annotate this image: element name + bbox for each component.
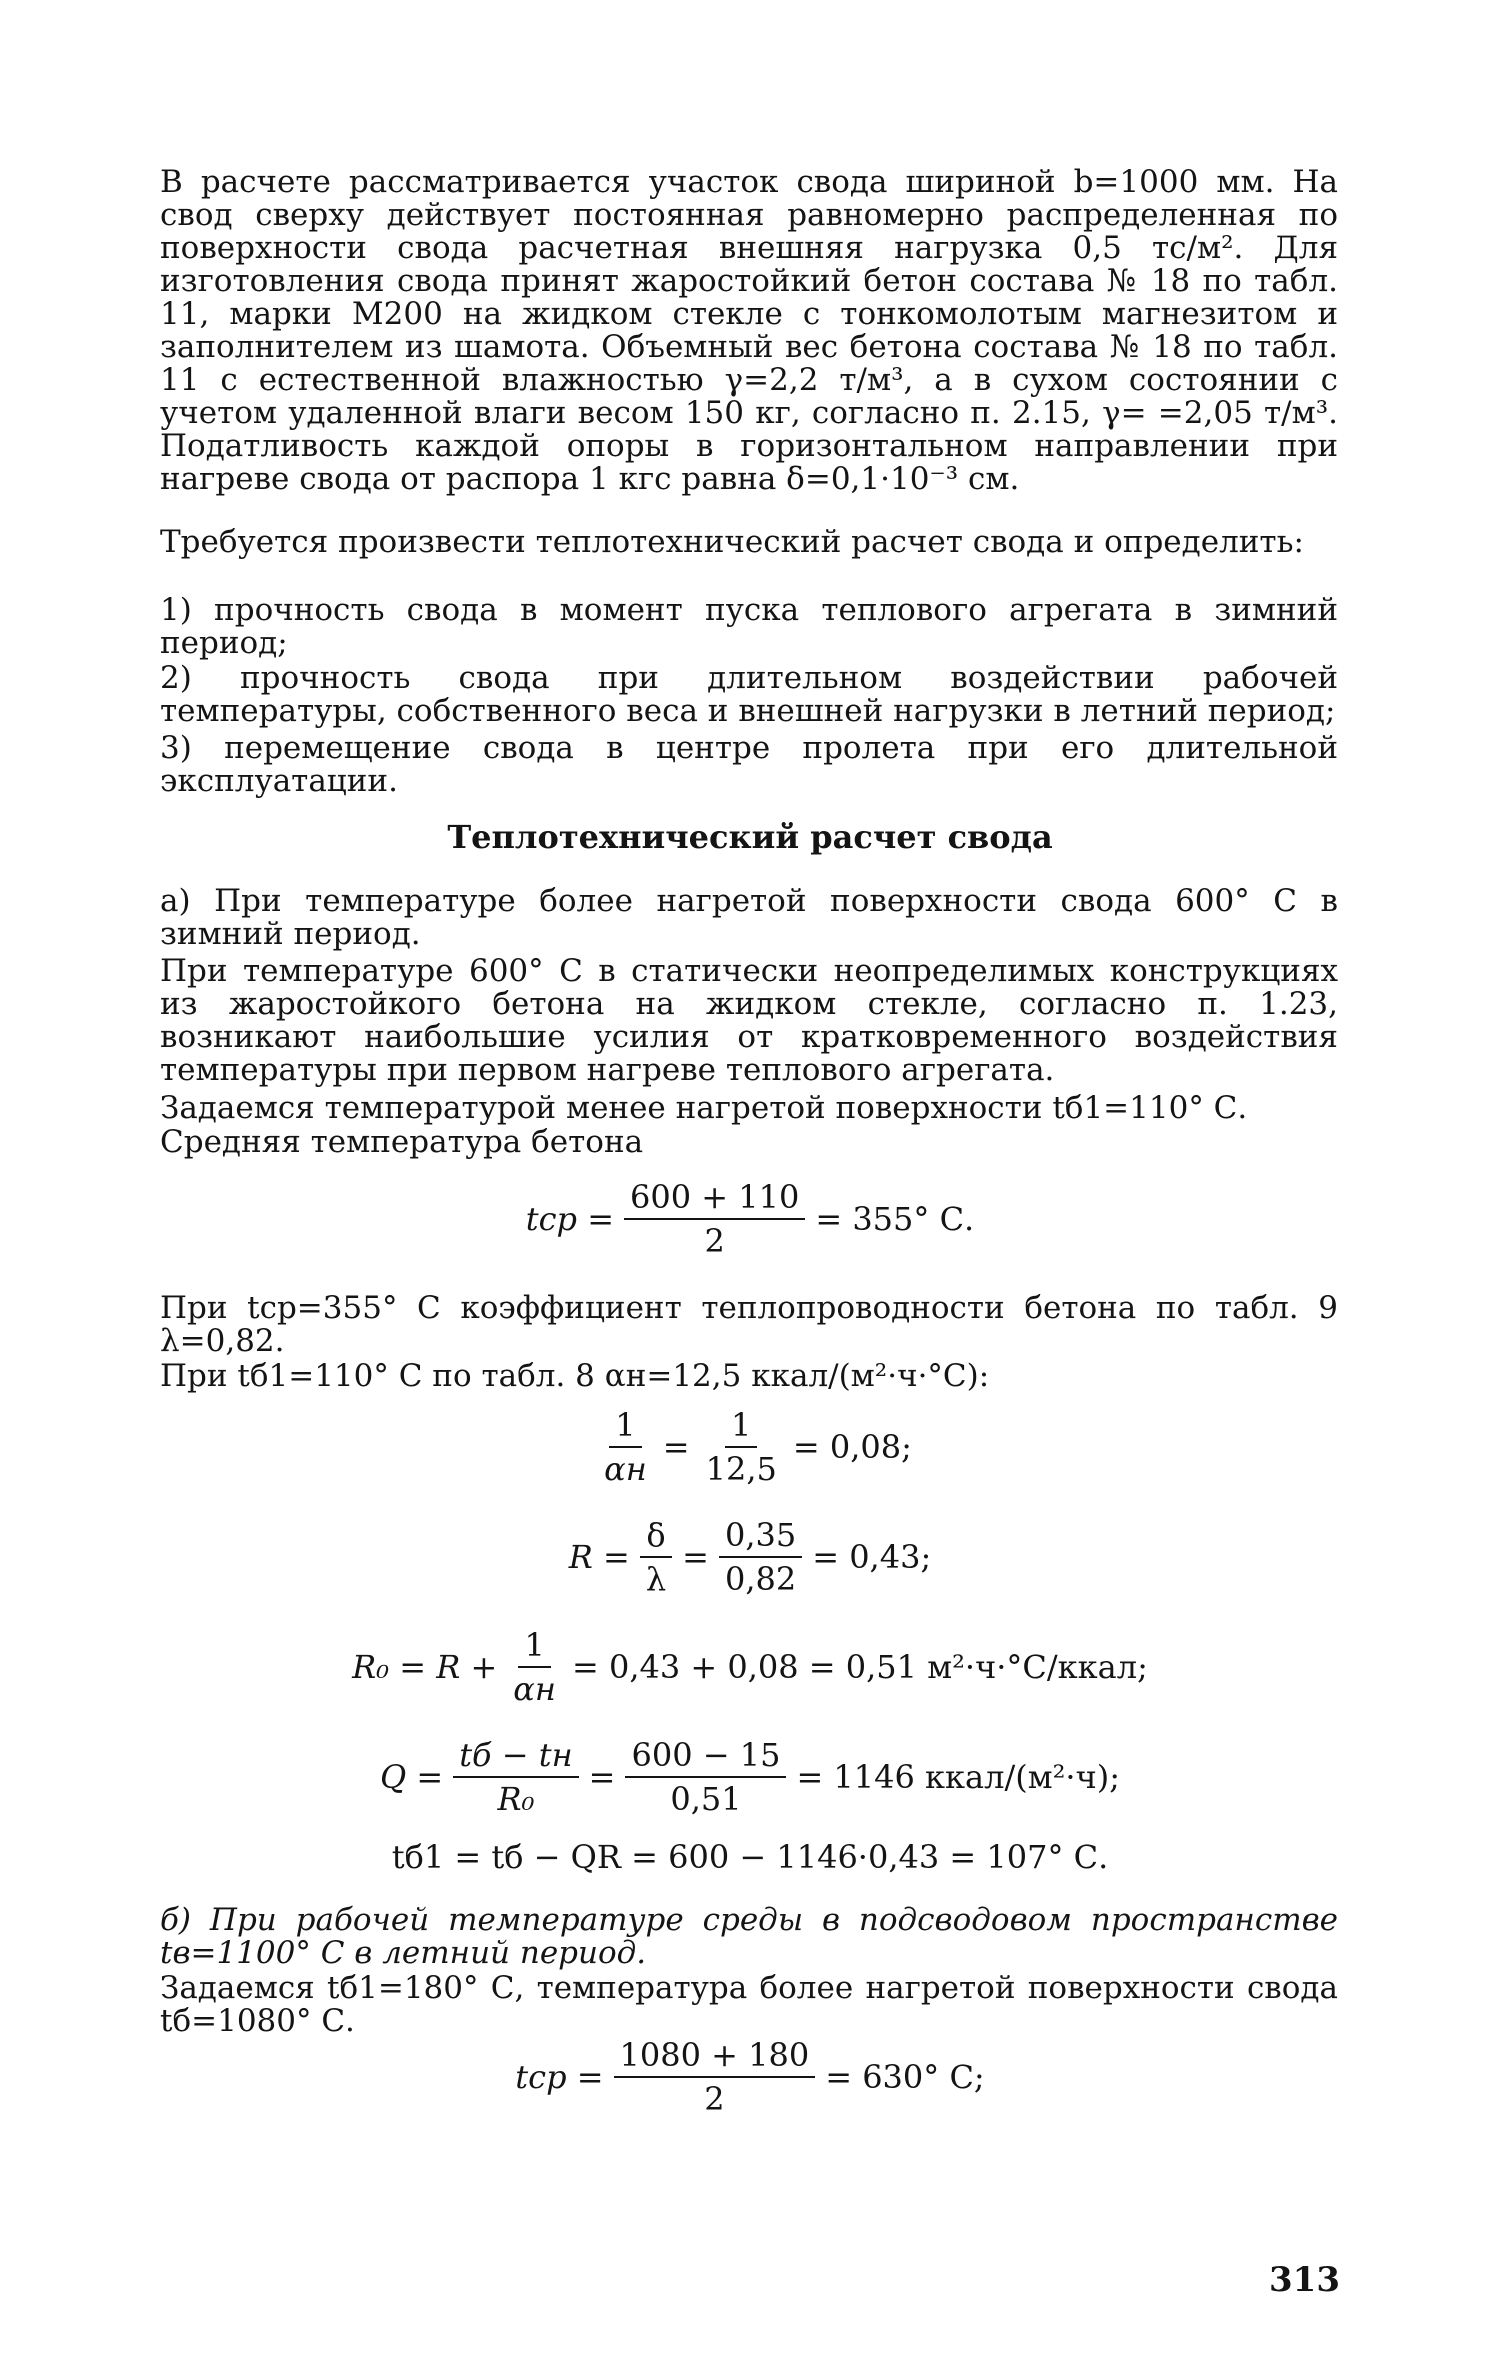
paragraph-intro: В расчете рассматривается участок свода шириной b=1000 мм. На свод сверху действует постоянная равномерно распределенная по поверхности свода расчетная внешняя нагрузка 0,5 тс/м². Для изготовления свода принят жаростойкий бетон состава № 18 по табл. 11, марки М200 на жидком стекле с тонкомолотым магнезитом и заполнителем из шамота. Объемный вес бетона состава № 18 по табл. 11 с естественной влажностью γ=2,2 т/м³, а в сухом состоянии с учетом удаленной влаги весом 150 кг, согласно п. 2.15, γ= =2,05 т/м³. Податливость каждой опоры в горизонтальном направлении при нагреве свода от распора 1 кгс равна δ=0,1·10⁻³ см. <box>160 164 1338 497</box>
fraction-denominator: 0,51 <box>670 1780 742 1818</box>
formula-heat-flow <box>0 1738 1500 1816</box>
fraction-numerator: tб − tн <box>453 1738 578 1778</box>
fraction-denominator: 12,5 <box>705 1450 777 1488</box>
fraction <box>624 1180 805 1258</box>
fraction-numerator: 0,35 <box>719 1518 802 1558</box>
fraction-numerator: 1080 + 180 <box>614 2038 816 2078</box>
formula-rhs: = 630° С; <box>825 2058 985 2096</box>
paragraph-requirement: Требуется произвести теплотехнический расчет свода и определить: <box>160 524 1304 560</box>
section-a-paragraph: При температуре 600° С в статически неопределимых конструкциях из жаростойкого бетона на жидком стекле, согласно п. 1.23, возникают наибольшие усилия от кратковременного воздействия температуры при первом нагреве теплового агрегата. <box>160 953 1338 1088</box>
section-a-mean-temp: Средняя температура бетона <box>160 1124 644 1160</box>
formula-resistance <box>0 1518 1500 1596</box>
formula-rhs: = 0,43 + 0,08 = 0,51 м²·ч·°С/ккал; <box>571 1648 1148 1686</box>
fraction-numerator: δ <box>640 1518 671 1558</box>
fraction <box>640 1518 672 1596</box>
list-item-3: 3) перемещение свода в центре пролета при его длительной эксплуатации. <box>160 730 1338 799</box>
fraction-denominator: λ <box>645 1560 667 1598</box>
fraction <box>614 2038 816 2116</box>
fraction-numerator: 1 <box>609 1408 641 1448</box>
formula-rhs: = 1146 ккал/(м²·ч); <box>796 1758 1121 1796</box>
formula-lhs: tср = <box>525 1200 615 1238</box>
page-number: 313 <box>1269 2260 1340 2300</box>
paragraph-conductivity: При tср=355° С коэффициент теплопроводности бетона по табл. 9 λ=0,82. <box>160 1290 1338 1359</box>
fraction-denominator: 2 <box>704 1222 725 1260</box>
section-b-title: б) При рабочей температуре среды в подсводовом пространстве tв=1100° С в летний период. <box>160 1902 1338 1971</box>
fraction <box>625 1738 786 1816</box>
section-a-title: а) При температуре более нагретой поверхности свода 600° С в зимний период. <box>160 883 1338 952</box>
list-item-1: 1) прочность свода в момент пуска теплового агрегата в зимний период; <box>160 592 1338 661</box>
formula-lhs: tср = <box>515 2058 604 2096</box>
fraction-denominator: R₀ <box>497 1780 535 1818</box>
fraction-numerator: 1 <box>518 1628 550 1668</box>
formula-mean-temp-2 <box>0 2038 1500 2116</box>
fraction <box>598 1408 653 1486</box>
formula-rhs: = 0,08; <box>792 1428 912 1466</box>
fraction <box>719 1518 802 1596</box>
fraction-denominator: αн <box>513 1670 556 1708</box>
formula-rhs: = 355° С. <box>815 1200 975 1238</box>
formula-mean-temp-1 <box>0 1180 1500 1258</box>
formula-lhs: Q = <box>379 1758 444 1796</box>
section-a-assume: Задаемся температурой менее нагретой поверхности tб1=110° С. <box>160 1090 1248 1126</box>
formula-surface-temp <box>0 1840 1500 1874</box>
fraction <box>700 1408 783 1486</box>
fraction-numerator: 600 + 110 <box>624 1180 805 1220</box>
fraction-denominator: αн <box>604 1450 647 1488</box>
section-b-assume: Задаемся tб1=180° С, температура более нагретой поверхности свода tб=1080° С. <box>160 1970 1338 2039</box>
formula-inverse-alpha <box>0 1408 1500 1486</box>
fraction <box>453 1738 578 1816</box>
section-heading: Теплотехнический расчет свода <box>447 818 1053 856</box>
fraction-denominator: 0,82 <box>724 1560 797 1598</box>
formula-text: tб1 = tб − QR = 600 − 1146·0,43 = 107° С. <box>391 1838 1109 1876</box>
formula-lhs: R = <box>568 1538 630 1576</box>
fraction-numerator: 1 <box>725 1408 757 1448</box>
list-item-2: 2) прочность свода при длительном воздействии рабочей температуры, собственного веса и внешней нагрузки в летний период; <box>160 660 1338 729</box>
formula-total-resistance <box>0 1628 1500 1706</box>
fraction-denominator: 2 <box>704 2080 725 2118</box>
formula-lhs: R₀ = R + <box>352 1648 498 1686</box>
formula-rhs: = 0,43; <box>812 1538 932 1576</box>
fraction-numerator: 600 − 15 <box>625 1738 786 1778</box>
paragraph-alpha: При tб1=110° С по табл. 8 αн=12,5 ккал/(м²·ч·°С): <box>160 1358 990 1394</box>
equals-sign: = <box>588 1758 616 1796</box>
equals-sign: = <box>662 1428 690 1466</box>
fraction <box>507 1628 562 1706</box>
equals-sign: = <box>682 1538 709 1576</box>
